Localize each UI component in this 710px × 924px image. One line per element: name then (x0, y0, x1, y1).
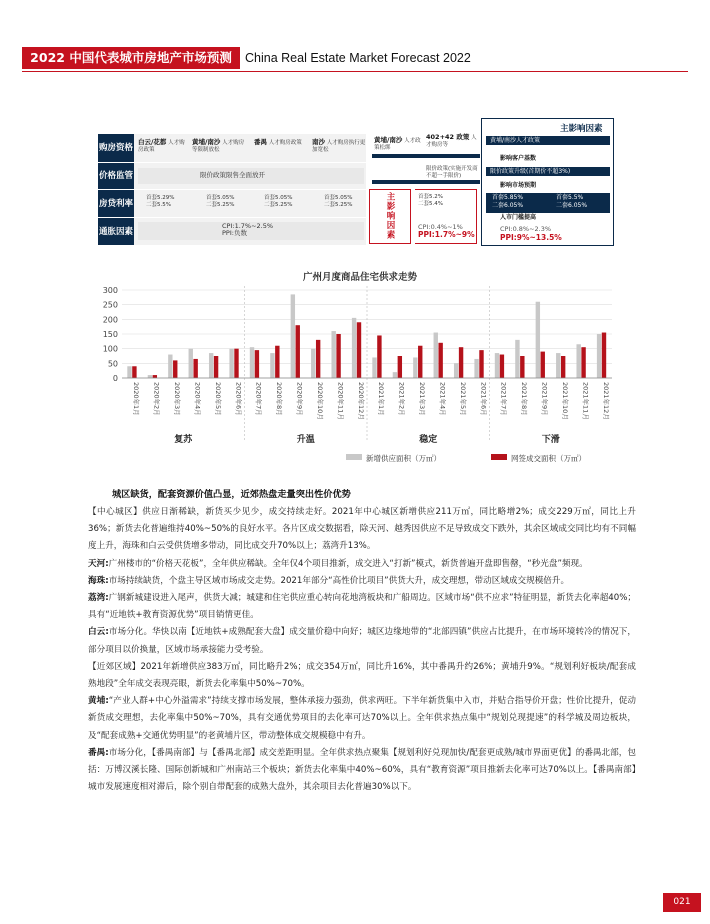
y-tick-label: 0 (112, 374, 118, 383)
bar-deal (214, 356, 218, 378)
header-divider (22, 71, 688, 72)
x-tick-label: 2020年10月 (315, 382, 324, 420)
x-tick-label: 2021年5月 (458, 382, 467, 416)
bar-deal (438, 343, 442, 378)
bar-supply (495, 353, 499, 378)
paragraph (88, 556, 636, 573)
paragraph (88, 624, 636, 658)
chart-legend (346, 453, 586, 463)
x-tick-label: 2021年8月 (520, 382, 529, 416)
bar-supply (331, 331, 335, 378)
bar-supply (168, 355, 172, 378)
paragraph (88, 693, 636, 745)
qual-cell-5: 黄埔/南沙 人才政策松绑 (374, 136, 421, 151)
row-label-qualification: 购房资格 (98, 134, 134, 162)
bar-deal (173, 360, 177, 378)
bar-supply (576, 344, 580, 378)
paragraph-lead: 番禺: (88, 747, 109, 758)
main-mortgage: 首套5.2% 二套5.4% (418, 194, 443, 207)
x-tick-label: 2021年4月 (438, 382, 447, 416)
bar-deal (500, 355, 504, 378)
phase-label: 复苏 (174, 435, 193, 445)
row-label-mortgage: 房贷利率 (98, 190, 134, 217)
x-tick-label: 2021年6月 (479, 382, 488, 416)
x-tick-label: 2020年11月 (336, 382, 345, 420)
paragraph-text: 【中心城区】供应日渐稀缺，新货买少见少，成交持续走好。2021年中心城区新增供应211万㎡，同比略增2%；成交229万㎡，同比上升36%；新货去化普遍维持40%~50%的良好水平。各片区成交数据看，除天河、越秀因供应不足导致成交下跌外，其余区域成交同比均有不同幅度上升，海珠和白云受供货增多带动，同比成交升70%以上；荔湾升13%。 (88, 507, 636, 552)
paragraph-text: 【近郊区域】2021年新增供应383万㎡，同比略升2%；成交354万㎡，同比升16%，其中番禺升约26%；黄埔升9%。“规划利好板块/配套成熟地段”全年成交表现亮眼，新货去化率集中50%~70%。 (88, 661, 636, 690)
x-tick-label: 2020年9月 (295, 382, 304, 416)
legend-swatch (491, 454, 507, 460)
bar-supply (127, 366, 131, 378)
x-tick-label: 2020年8月 (275, 382, 284, 416)
y-tick-label: 50 (107, 359, 118, 369)
bar-supply (311, 349, 315, 378)
x-tick-label: 2020年4月 (193, 382, 202, 416)
bar-deal (153, 375, 157, 378)
bar-supply (597, 334, 601, 378)
qual-cell-6: 402+42 政策 人才购房等 (426, 133, 477, 148)
mortgage-cell-3: 首套5.05% 二套5.25% (264, 195, 293, 208)
impact-item-4: 影响市场预期 (500, 182, 537, 189)
chart-x-labels (132, 382, 611, 420)
paragraph-lead: 天河: (88, 558, 109, 569)
bar-deal (561, 356, 565, 378)
x-tick-label: 2021年3月 (418, 382, 427, 416)
x-tick-label: 2020年6月 (234, 382, 243, 416)
price-control-right: 限价政策(实施开发商不超一手限价) (426, 166, 478, 179)
impact-item-9: 人市门槛提高 (500, 214, 537, 221)
paragraph (88, 590, 636, 624)
impact-item-3: 限价政策升级(首期价不超3%) (486, 167, 610, 176)
paragraph (88, 659, 636, 693)
paragraph (88, 745, 636, 797)
bar-supply (556, 353, 560, 378)
y-tick-label: 150 (102, 330, 118, 339)
bar-supply (474, 359, 478, 378)
x-tick-label: 2021年11月 (581, 382, 590, 420)
qual-cell-3: 番禺 人才购房政策 (254, 138, 302, 146)
x-tick-label: 2020年7月 (254, 382, 263, 416)
supply-demand-chart (96, 266, 616, 476)
x-tick-label: 2021年9月 (540, 382, 549, 416)
bar-supply (148, 375, 152, 378)
bar-deal (520, 356, 524, 378)
x-tick-label: 2021年1月 (377, 382, 386, 416)
paragraph (88, 504, 636, 556)
y-tick-label: 100 (102, 344, 118, 354)
qual-arrow (372, 154, 480, 158)
legend-label: 新增供应面积（万㎡） (366, 454, 441, 463)
y-tick-label: 200 (102, 315, 118, 325)
chart-title: 广州月度商品住宅供求走势 (302, 272, 418, 283)
mortgage-cell-1: 首套5.29% 二套5.5% (146, 195, 175, 208)
bar-deal (479, 350, 483, 378)
x-tick-label: 2020年2月 (152, 382, 161, 416)
bar-deal (377, 335, 381, 378)
price-control-text: 限价政策限售全面放开 (200, 171, 265, 179)
phase-label: 升温 (296, 435, 315, 445)
paragraph-text: 广州楼市的“价格天花板”，全年供应稀缺。全年仅4个项目推新，成交进入“打新”模式，新货普遍开盘即售罄，“秒光盘”频现。 (108, 558, 588, 569)
bar-supply (352, 318, 356, 378)
phase-label: 稳定 (419, 435, 438, 445)
bar-supply (250, 347, 254, 378)
bar-deal (275, 346, 279, 378)
x-tick-label: 2020年5月 (213, 382, 222, 416)
header-title-en: China Real Estate Market Forecast 2022 (245, 51, 471, 65)
main-factor-label: 主影响因素 (369, 189, 411, 244)
impact-mortgage-bar: 首套5.85% 二套6.05% 首套5.5% 二套6.05% (486, 193, 610, 213)
bar-deal (581, 347, 585, 378)
y-tick-label: 250 (102, 300, 118, 310)
bar-supply (454, 363, 458, 378)
bar-supply (270, 353, 274, 378)
main-inflation: CPI:0.4%~1% PPI:1.7%~9% (418, 223, 475, 239)
bar-deal (418, 346, 422, 378)
x-tick-label: 2021年2月 (397, 382, 406, 416)
row-label-price: 价格监管 (98, 163, 134, 189)
x-tick-label: 2020年1月 (132, 382, 141, 416)
x-tick-label: 2020年3月 (173, 382, 182, 416)
bar-supply (291, 294, 295, 378)
mortgage-cell-2: 首套5.05% 二套5.25% (206, 195, 235, 208)
bar-supply (229, 349, 233, 378)
bar-deal (357, 322, 361, 378)
bar-supply (413, 357, 417, 378)
phase-label: 下滑 (541, 435, 560, 445)
bar-deal (541, 352, 545, 378)
x-tick-label: 2021年12月 (601, 382, 610, 420)
bar-supply (372, 357, 376, 378)
mortgage-cell-4: 首套5.05% 二套5.25% (324, 195, 353, 208)
x-tick-label: 2020年12月 (356, 382, 365, 420)
qual-cell-2: 黄埔/南沙 人才购房等限制放松 (192, 138, 245, 153)
impact-ppi: PPI:9%~13.5% (500, 233, 562, 242)
bar-deal (459, 347, 463, 378)
paragraph-lead: 海珠: (88, 575, 109, 586)
paragraph-text: 市场持续缺货，个盘主导区域市场成交走势。2021年部分“高性价比项目”供货大升，成交理想，带动区域成交规模倍升。 (108, 575, 570, 586)
bar-deal (132, 366, 136, 378)
bar-deal (193, 359, 197, 378)
section-title: 城区缺货，配套资源价值凸显，近郊热盘走量突出性价优势 (112, 489, 351, 500)
bar-deal (398, 356, 402, 378)
bar-deal (602, 333, 606, 378)
qual-cell-1: 白云/花都 人才购房政策 (138, 138, 185, 153)
qual-cell-4: 南沙 人才购房执行更加宽松 (312, 138, 366, 153)
bar-supply (434, 333, 438, 378)
impact-cpi: CPI:0.8%~2.3% (500, 225, 552, 233)
legend-swatch (346, 454, 362, 460)
bar-supply (536, 302, 540, 378)
impact-title: 主影响因素 (560, 124, 603, 134)
article-body (88, 504, 636, 796)
chart-phases (174, 433, 561, 445)
inflation-text: CPI:1.7%~2.5% PPI:负数 (222, 222, 274, 237)
x-tick-label: 2021年7月 (499, 382, 508, 416)
paragraph-lead: 黄埔: (88, 696, 109, 707)
header-title-cn: 2022 中国代表城市房地产市场预测 (22, 47, 240, 69)
row-label-inflation: 通胀因素 (98, 218, 134, 245)
impact-item-1: 黄埔/南沙人才政策 (486, 136, 610, 145)
page-number: 021 (663, 893, 701, 912)
bar-deal (255, 350, 259, 378)
bar-deal (234, 349, 238, 378)
paragraph-text: 广钢新城建设进入尾声，供货大减；城建和住宅供应重心转向花地湾板块和广船周边。区域市场“供不应求”特征明显，新货去化率超40%；具有“近地铁+教育资源优势”项目销情更佳。 (88, 593, 636, 621)
bar-supply (393, 372, 397, 378)
paragraph-text: 市场分化。华快以南【近地铁+成熟配套大盘】成交量价稳中向好；城区边缘地带的“北部四镇”供应占比提升，在市场环境转冷的情况下，部分项目以价换量，区域市场承接能力受考验。 (88, 627, 637, 655)
bar-supply (209, 353, 213, 378)
bar-supply (189, 349, 193, 378)
bar-supply (515, 340, 519, 378)
impact-item-2: 影响客户基数 (500, 155, 537, 162)
paragraph-lead: 白云: (88, 627, 109, 638)
price-arrow (372, 180, 480, 184)
paragraph-lead: 荔湾: (88, 593, 109, 604)
bar-deal (336, 334, 340, 378)
legend-label: 网签成交面积（万㎡） (511, 454, 586, 463)
paragraph-text: 市场分化，【番禺南部】与【番禺北部】成交差距明显。全年供求热点聚集【规划利好兑现加快/配套更成熟/城市界面更优】的番禺北部，包括：万博汉溪长隆、国际创新城和广州南站三个板块；新货去化率集中40%~60%，具有“教育资源”项目推新去化率可达70%以上。【番禺南部】城市发展速度相对滞后，除个别自带配套的成熟大盘外，其余项目去化普遍30%以下。 (88, 747, 637, 793)
paragraph (88, 573, 636, 590)
paragraph-text: “产业人群+中心外溢需求”持续支撑市场发展，整体承接力强劲，供求两旺。下半年新货集中入市，并贴合指导价开盘；性价比提升，促动新货成交理想，去化率集中50%~70%，具有交通优势项目的去化率可达70%以上。全年供求热点集中“规划兑现提速”的科学城及周边板块，及“配套成熟+交通优势明显”的老黄埔片区，带动整体成交规模稳中有升。 (88, 696, 637, 741)
chart-bars (122, 286, 612, 440)
bar-deal (316, 340, 320, 378)
bar-deal (296, 325, 300, 378)
x-tick-label: 2021年10月 (560, 382, 569, 420)
y-tick-label: 300 (102, 286, 118, 295)
